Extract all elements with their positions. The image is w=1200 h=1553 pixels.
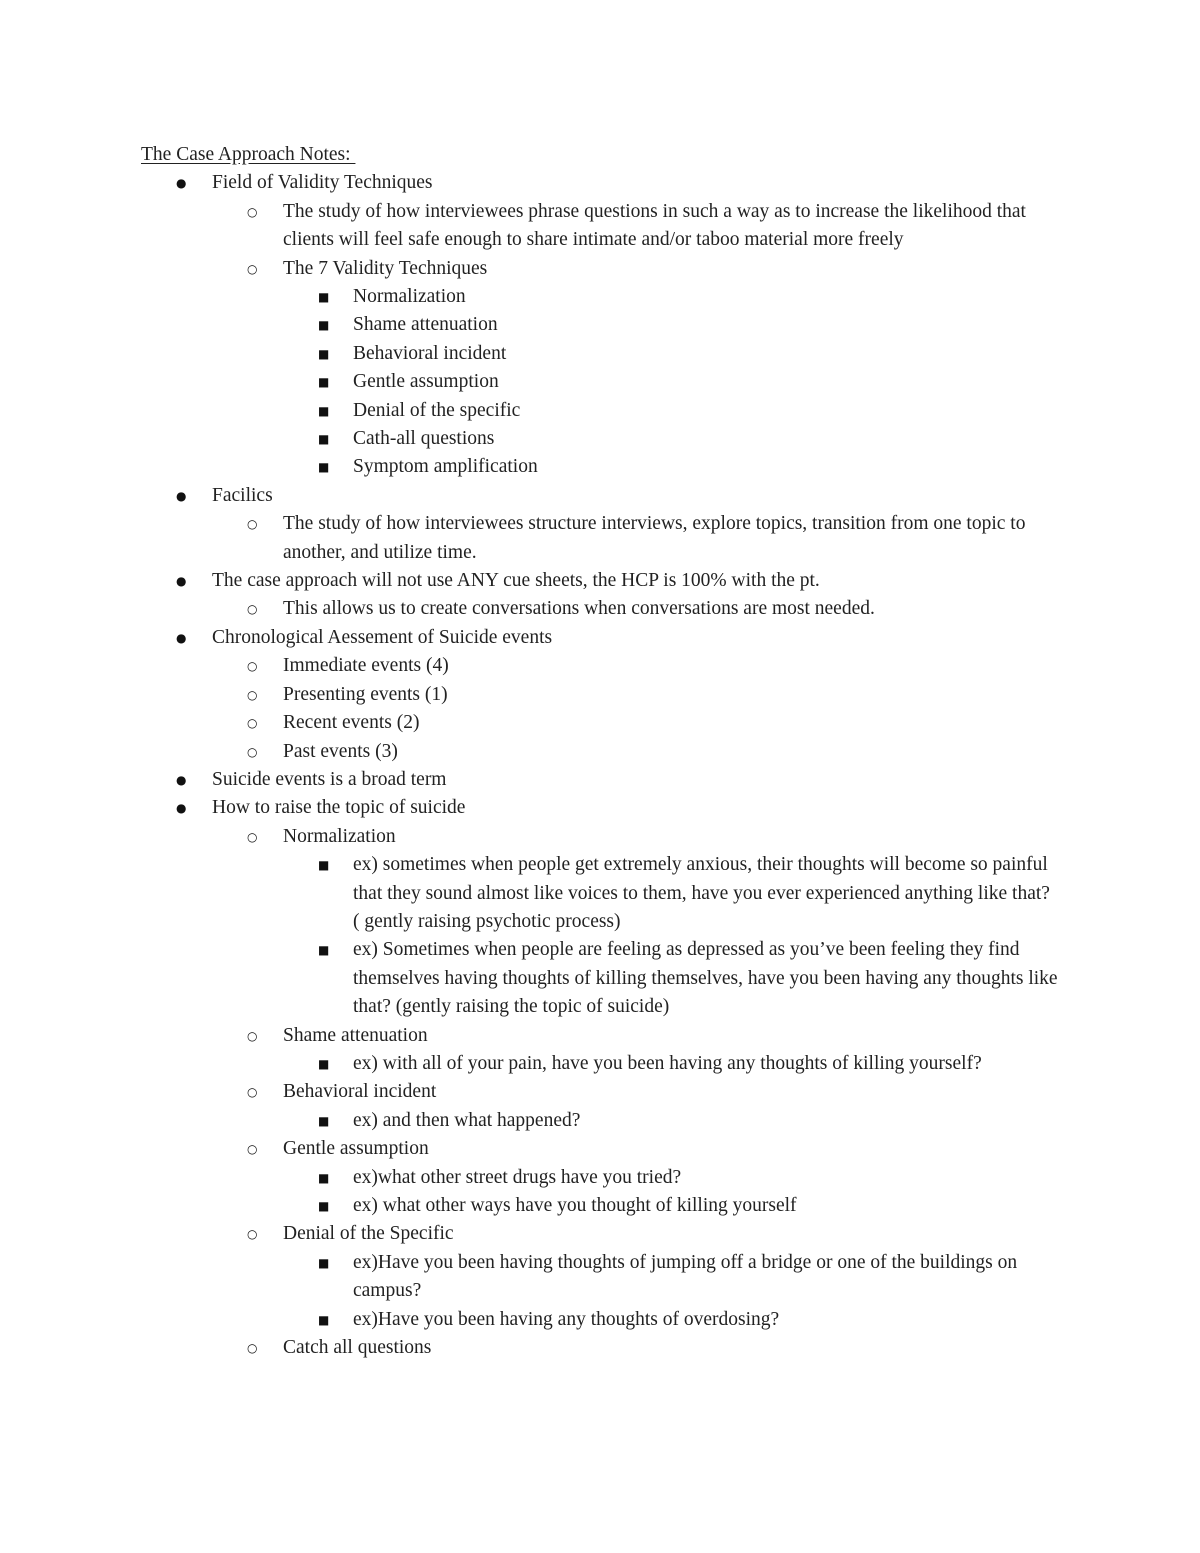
list-item-text: Immediate events (4) [283, 655, 449, 677]
hollow-circle-bullet-icon: ○ [247, 687, 258, 702]
hollow-circle-bullet-icon: ○ [247, 716, 258, 731]
filled-square-bullet-icon: ■ [318, 1113, 330, 1128]
list-item [0, 1078, 1200, 1106]
hollow-circle-bullet-icon: ○ [247, 261, 258, 276]
list-item [0, 283, 1200, 311]
list-item-text: The case approach will not use ANY cue sheets, the HCP is 100% with the pt. [212, 570, 820, 592]
list-item-text: Facilics [212, 484, 273, 506]
filled-square-bullet-icon: ■ [318, 403, 330, 418]
list-item [0, 624, 1200, 652]
list-item-text: Behavioral incident [283, 1081, 437, 1103]
hollow-circle-bullet-icon: ○ [247, 517, 258, 532]
list-item [0, 1135, 1200, 1163]
list-item [0, 1220, 1200, 1248]
filled-square-bullet-icon: ■ [318, 943, 330, 958]
list-item-text: Cath-all questions [353, 428, 495, 450]
filled-square-bullet-icon: ■ [318, 432, 330, 447]
list-item-text: Past events (3) [283, 740, 398, 762]
list-item [0, 510, 1200, 567]
list-item-text: This allows us to create conversations when conversations are most needed. [283, 598, 875, 620]
list-item [0, 1107, 1200, 1135]
list-item-text: Shame attenuation [353, 314, 498, 336]
list-item-text: ex) what other ways have you thought of killing yourself [353, 1195, 797, 1217]
list-item [0, 1164, 1200, 1192]
list-item-text: Gentle assumption [353, 371, 499, 393]
list-item [0, 1306, 1200, 1334]
list-item-text: ex) with all of your pain, have you been having any thoughts of killing yourself? [353, 1052, 982, 1074]
list-item-text: ex) Sometimes when people are feeling as depressed as you’ve been feeling they find themselves having thoughts of killing themselves, have you been having any thoughts like that? (gently raising the topic of suicide) [353, 939, 1058, 1018]
filled-square-bullet-icon: ■ [318, 1170, 330, 1185]
list-item [0, 425, 1200, 453]
list-item-text: Denial of the specific [353, 399, 521, 421]
list-item [0, 567, 1200, 595]
list-item-text: ex)Have you been having any thoughts of overdosing? [353, 1308, 780, 1330]
list-item-text: Shame attenuation [283, 1024, 428, 1046]
list-item-text: ex)Have you been having thoughts of jumping off a bridge or one of the buildings on campus? [353, 1251, 1018, 1302]
notes-outline [0, 169, 1200, 1362]
list-item [0, 453, 1200, 481]
list-item [0, 1192, 1200, 1220]
list-item-text: Chronological Aessement of Suicide events [212, 626, 553, 648]
list-item-text: Normalization [283, 825, 396, 847]
filled-square-bullet-icon: ■ [318, 1255, 330, 1270]
filled-square-bullet-icon: ■ [318, 858, 330, 873]
filled-square-bullet-icon: ■ [318, 346, 330, 361]
filled-circle-bullet-icon: ● [176, 488, 187, 503]
list-item [0, 1334, 1200, 1362]
list-item [0, 794, 1200, 822]
list-item [0, 1249, 1200, 1306]
list-item [0, 340, 1200, 368]
filled-square-bullet-icon: ■ [318, 460, 330, 475]
list-item-text: Behavioral incident [353, 342, 507, 364]
hollow-circle-bullet-icon: ○ [247, 602, 258, 617]
list-item [0, 397, 1200, 425]
list-item-text: Symptom amplification [353, 456, 538, 478]
list-item [0, 482, 1200, 510]
hollow-circle-bullet-icon: ○ [247, 744, 258, 759]
filled-circle-bullet-icon: ● [176, 176, 187, 191]
filled-square-bullet-icon: ■ [318, 290, 330, 305]
list-item-text: ex) and then what happened? [353, 1109, 581, 1131]
page-title: The Case Approach Notes: [141, 144, 356, 165]
hollow-circle-bullet-icon: ○ [247, 829, 258, 844]
list-item-text: Recent events (2) [283, 712, 420, 734]
hollow-circle-bullet-icon: ○ [247, 1028, 258, 1043]
list-item-text: Gentle assumption [283, 1138, 429, 1160]
list-item [0, 595, 1200, 623]
list-item [0, 255, 1200, 283]
filled-square-bullet-icon: ■ [318, 1312, 330, 1327]
list-item [0, 1050, 1200, 1078]
hollow-circle-bullet-icon: ○ [247, 1227, 258, 1242]
list-item-text: The 7 Validity Techniques [283, 257, 488, 279]
list-item [0, 936, 1200, 1021]
filled-circle-bullet-icon: ● [176, 772, 187, 787]
list-item [0, 311, 1200, 339]
filled-circle-bullet-icon: ● [176, 801, 187, 816]
list-item [0, 738, 1200, 766]
list-item-text: Presenting events (1) [283, 683, 448, 705]
list-item-text: Suicide events is a broad term [212, 768, 447, 790]
list-item [0, 368, 1200, 396]
list-item-text: Catch all questions [283, 1337, 432, 1359]
list-item-text: Field of Validity Techniques [212, 172, 433, 194]
filled-circle-bullet-icon: ● [176, 630, 187, 645]
list-item-text: The study of how interviewees structure interviews, explore topics, transition from one topic to another, and utilize time. [283, 513, 1026, 563]
list-item [0, 681, 1200, 709]
hollow-circle-bullet-icon: ○ [247, 1085, 258, 1100]
filled-square-bullet-icon: ■ [318, 1056, 330, 1071]
list-item [0, 652, 1200, 680]
list-item [0, 851, 1200, 936]
list-item [0, 198, 1200, 255]
list-item-text: The study of how interviewees phrase questions in such a way as to increase the likelihood that clients will feel safe enough to share intimate and/or taboo material more freely [283, 200, 1026, 251]
filled-square-bullet-icon: ■ [318, 318, 330, 333]
list-item-text: Denial of the Specific [283, 1223, 454, 1245]
list-item-text: How to raise the topic of suicide [212, 797, 466, 819]
list-item [0, 1022, 1200, 1050]
hollow-circle-bullet-icon: ○ [247, 204, 258, 219]
filled-square-bullet-icon: ■ [318, 375, 330, 390]
hollow-circle-bullet-icon: ○ [247, 1341, 258, 1356]
list-item-text: Normalization [353, 286, 466, 308]
list-item-text: ex)what other street drugs have you tried? [353, 1166, 682, 1188]
filled-square-bullet-icon: ■ [318, 1199, 330, 1214]
hollow-circle-bullet-icon: ○ [247, 1142, 258, 1157]
hollow-circle-bullet-icon: ○ [247, 659, 258, 674]
list-item [0, 766, 1200, 794]
list-item [0, 823, 1200, 851]
list-item [0, 709, 1200, 737]
list-item-text: ex) sometimes when people get extremely anxious, their thoughts will become so painful that they sound almost like voices to them, have you ever experienced anything like that? ( gently raising psychotic process) [353, 854, 1050, 932]
list-item [0, 169, 1200, 197]
filled-circle-bullet-icon: ● [176, 574, 187, 589]
